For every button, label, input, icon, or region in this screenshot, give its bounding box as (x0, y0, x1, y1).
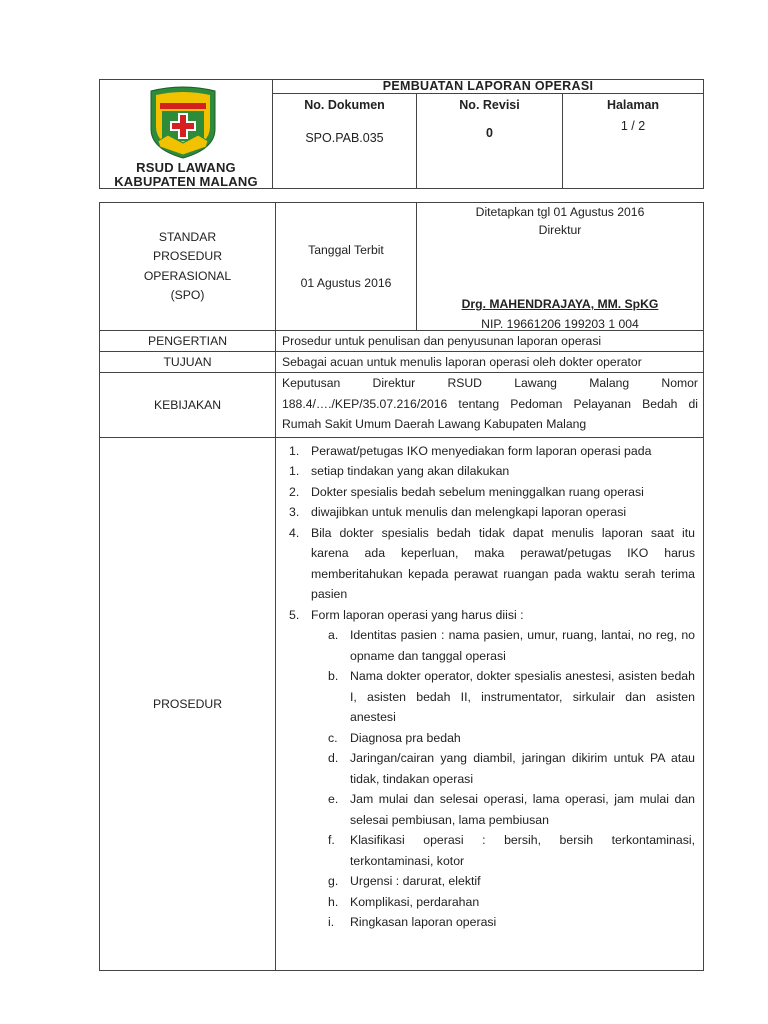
penetapan-cell (417, 203, 704, 331)
step-number: 3. (289, 505, 300, 519)
no-revisi-cell (417, 94, 563, 189)
prosedur-subitem (284, 789, 695, 830)
prosedur-subitem (284, 748, 695, 789)
step-text: Dokter spesialis bedah sebelum meninggalkan ruang operasi (311, 484, 644, 499)
no-revisi-value: 0 (486, 126, 493, 140)
ditetapkan-text: Ditetapkan tgl 01 Agustus 2016 (475, 205, 645, 219)
subitem-letter: a. (328, 628, 339, 642)
no-revisi-label: No. Revisi (459, 98, 520, 112)
step-number: 1. (289, 464, 300, 478)
tujuan-text: Sebagai acuan untuk menulis laporan operasi oleh dokter operator (276, 352, 704, 373)
header-table (99, 79, 704, 189)
subitem-text: Jaringan/cairan yang diambil, jaringan dikirim untuk PA atau tidak, tindakan operasi (350, 751, 695, 786)
subitem-text: Klasifikasi operasi : bersih, bersih terkontaminasi, terkontaminasi, kotor (350, 833, 695, 868)
step-text: Bila dokter spesialis bedah tidak dapat menulis laporan saat itu karena ada keperluan, maka perawat/petugas IKO harus memberitahukan kepada perawat ruangan pada waktu serah terima pasien (311, 525, 695, 601)
tujuan-label: TUJUAN (100, 352, 276, 373)
hospital-name (100, 161, 272, 189)
step-text: Perawat/petugas IKO menyediakan form laporan operasi pada (311, 443, 652, 458)
document-title: PEMBUATAN LAPORAN OPERASI (273, 80, 704, 94)
subitem-letter: c. (328, 730, 338, 745)
subitem-text: Komplikasi, perdarahan (350, 894, 480, 909)
subitem-text: Diagnosa pra bedah (350, 730, 461, 745)
subitem-letter: b. (328, 669, 339, 683)
subitem-letter: h. (328, 894, 339, 909)
subitem-letter: i. (328, 915, 335, 929)
step-number: 4. (289, 525, 300, 540)
logo-cell (100, 80, 273, 189)
tanggal-terbit-value: 01 Agustus 2016 (300, 276, 392, 290)
prosedur-subitem (284, 830, 695, 871)
prosedur-subitem (284, 728, 695, 749)
prosedur-step (284, 523, 695, 605)
prosedur-subitem (284, 666, 695, 728)
prosedur-content (276, 437, 704, 970)
prosedur-subitem (284, 892, 695, 913)
prosedur-step (284, 502, 695, 523)
subitem-text: Urgensi : darurat, elektif (350, 874, 481, 888)
direktur-text: Direktur (538, 223, 582, 237)
step-number: 5. (289, 607, 300, 622)
hospital-logo (148, 85, 218, 159)
halaman-value: 1 / 2 (620, 119, 646, 133)
no-dokumen-value: SPO.PAB.035 (305, 131, 384, 145)
hospital-name-line2: KABUPATEN MALANG (114, 174, 258, 189)
spo-label-line1: STANDAR (158, 229, 217, 244)
tanggal-terbit-label: Tanggal Terbit (308, 243, 384, 257)
prosedur-subitem (284, 625, 695, 666)
prosedur-subitem (284, 871, 695, 892)
prosedur-step (284, 441, 695, 462)
step-number: 1. (289, 443, 300, 458)
prosedur-label: PROSEDUR (100, 437, 276, 970)
subitem-text: Nama dokter operator, dokter spesialis anestesi, asisten bedah I, asisten bedah II, instrumentator, sirkulair dan asisten anestesi (350, 669, 695, 724)
subitem-text: Jam mulai dan selesai operasi, lama operasi, jam mulai dan selesai pembiusan, lama pembiusan (350, 792, 695, 827)
subitem-text: Identitas pasien : nama pasien, umur, ruang, lantai, no reg, no opname dan tanggal operasi (350, 628, 695, 663)
pengertian-text: Prosedur untuk penulisan dan penyusunan laporan operasi (276, 331, 704, 352)
prosedur-step (284, 605, 695, 626)
step-number: 2. (289, 484, 300, 499)
step-text: diwajibkan untuk menulis dan melengkapi laporan operasi (311, 505, 627, 519)
prosedur-step (284, 461, 695, 482)
subitem-letter: f. (328, 833, 335, 847)
hospital-name-line1: RSUD LAWANG (136, 160, 236, 175)
halaman-cell (563, 94, 704, 189)
director-name: Drg. MAHENDRAJAYA, MM. SpKG (461, 297, 659, 311)
spo-label-line3: OPERASIONAL (143, 268, 232, 283)
spo-label-cell (100, 203, 276, 331)
subitem-letter: e. (328, 792, 339, 806)
kebijakan-label: KEBIJAKAN (100, 373, 276, 438)
tanggal-terbit-cell (276, 203, 417, 331)
halaman-label: Halaman (606, 98, 660, 112)
subitem-letter: d. (328, 751, 339, 765)
kebijakan-text: Keputusan Direktur RSUD Lawang Malang Nomor 188.4/…./KEP/35.07.216/2016 tentang Pedoman Pelayanan Bedah di Rumah Sakit Umum Daerah Lawang Kabupaten Malang (276, 373, 704, 438)
spo-label-line2: PROSEDUR (152, 249, 223, 263)
director-nip: NIP. 19661206 199203 1 004 (481, 317, 639, 331)
step-text: setiap tindakan yang akan dilakukan (311, 464, 510, 478)
spo-table (99, 202, 704, 971)
no-dokumen-label: No. Dokumen (304, 98, 385, 112)
pengertian-label: PENGERTIAN (100, 331, 276, 352)
subitem-text: Ringkasan laporan operasi (350, 915, 497, 929)
prosedur-step (284, 482, 695, 503)
spo-label-line4: (SPO) (170, 288, 205, 302)
subitem-letter: g. (328, 874, 339, 888)
step-text: Form laporan operasi yang harus diisi : (311, 607, 524, 622)
no-dokumen-cell (273, 94, 417, 189)
prosedur-subitem (284, 912, 695, 933)
